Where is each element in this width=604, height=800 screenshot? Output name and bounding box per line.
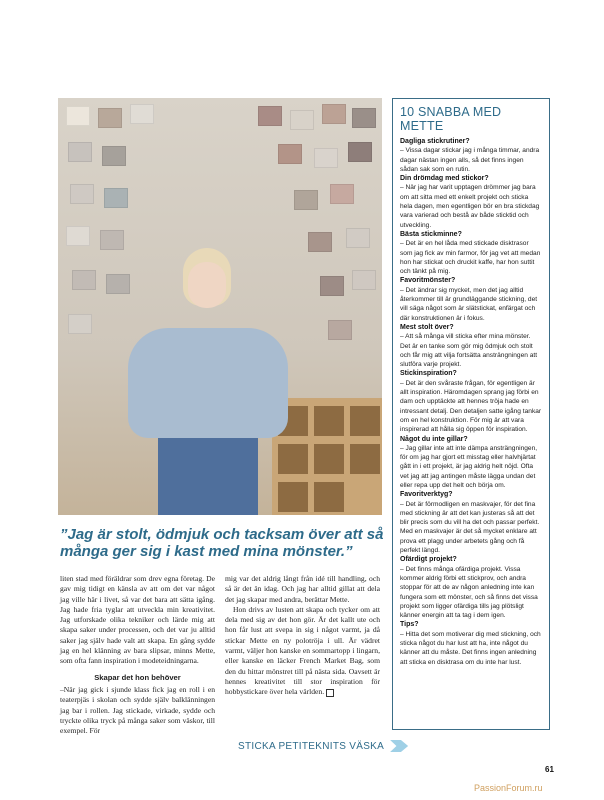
quick-questions-box (392, 98, 550, 730)
article-body (60, 574, 380, 736)
qa-item (400, 137, 542, 174)
question: Stickinspiration? (400, 370, 457, 378)
paragraph (225, 605, 380, 698)
answer: – Det finns många ofärdiga projekt. Vissa kommer aldrig förbi ett stickprov, och andra stoppar för att de av någon anledning inte kan fungera som ett mönster, och så finns det vissa projekt som ligger ofärdiga tills jag plötsligt känner energin att ta tag i dem igen. (400, 565, 538, 620)
paragraph: liten stad med föräldrar som drev egna företag. De gav mig tidigt en känsla av att om det var något jag ville här i livet, så var det bara att sätta igång. Jag hade fria tyglar att utveckla min kreativitet. Jag utforskade olika tekniker och lärde mig att skapa saker under processen, och det var ju alltid saker jag själv hade valt att skapa. En gång sydde jag en hel klänning av bara slipsar, minns Mette, som ofta fann inspiration i modeteidningarna. (60, 574, 215, 666)
page-number: 61 (545, 765, 554, 774)
qa-item (400, 174, 542, 230)
question: Bästa stickminne? (400, 230, 462, 238)
qa-item (400, 620, 542, 666)
pull-quote: ”Jag är stolt, ödmjuk och tacksam över att så många ger sig i kast med mina mönster.” (60, 526, 384, 560)
next-article-teaser[interactable] (238, 740, 408, 752)
answer: – Vissa dagar stickar jag i många timmar, andra dagar nästan ingen alls, så det finns ingen sådan sak som en rutin. (400, 147, 540, 173)
question: Favoritverktyg? (400, 491, 453, 499)
qa-item (400, 369, 542, 434)
hero-photo (58, 98, 382, 515)
paragraph: mig var det aldrig långt från idé till handling, och så är det än idag. Och jag har alltid gillat att dela det jag skapar med andra, berättar Mette. (225, 574, 380, 604)
answer: – Hitta det som motiverar dig med stickning, och sticka något du har lust att ha, inte något du känner att du måste. Det finns ingen anledning att sticka en disktrasa om du inte har lust. (400, 630, 541, 666)
answer: – När jag har varit upptagen drömmer jag bara om att sitta med ett enkelt projekt och sticka hela dagen, men egentligen bör en bra stickdag vara varierad och bestå av både sticktid och utveckling. (400, 184, 540, 229)
qa-item (400, 435, 542, 491)
answer: – Jag gillar inte att inte dämpa ansträngningen, för om jag har gjort ett misstag eller halvhjärtat gått in i ett projekt, är jag aldrig helt nöjd. Ofta vet jag att jag antingen måste lägga undan det eller repa upp det helt och börja om. (400, 444, 538, 489)
qa-item (400, 555, 542, 620)
qa-item (400, 323, 542, 369)
person-figure (128, 248, 288, 515)
answer: – Det är förmodligen en maskvajer, för det fina med stickning är att det kan justeras så att det blir precis som du vill ha det och passar perfekt. Med en maskvajer är det så mycket enklare att prova ett plagg under arbetets gång och få perfekt längd. (400, 500, 540, 555)
answer: – Att så många vill sticka efter mina mönster. Det är en tanke som gör mig ödmjuk och stolt och får mig att vilja fortsätta ansträngningen att slutföra varje projekt. (400, 333, 538, 369)
end-mark-icon (326, 689, 334, 697)
qa-item (400, 276, 542, 322)
question: Din drömdag med stickor? (400, 175, 489, 183)
arrow-right-icon (390, 740, 408, 752)
question: Mest stolt över? (400, 323, 454, 331)
article-column-2 (225, 574, 380, 736)
section-subhead: Skapar det hon behöver (94, 672, 181, 682)
sidebar-title: 10 SNABBA MED METTE (400, 105, 502, 133)
paragraph: –När jag gick i sjunde klass fick jag en roll i en teaterpjäs i skolan och sydde själv balklänningen jag bar i rollen. Jag stickade, virkade, sydde och tryckte olika tryck på många saker som väskor, till exempel. För (60, 684, 215, 736)
qa-item (400, 230, 542, 276)
article-column-1 (60, 574, 215, 736)
question: Något du inte gillar? (400, 435, 468, 443)
teaser-text: STICKA PETITEKNITS VÄSKA (238, 740, 385, 752)
watermark: PassionForum.ru (474, 783, 543, 793)
question: Ofärdigt projekt? (400, 556, 457, 564)
paragraph-text: Hon drivs av lusten att skapa och tycker om att dela med sig av det hon gör. Är det kallt ute och hon får lust att svepa in sig i något varmt, ja då stickar Mette en ny polotröja i ull. Är vädret varmt, väljer hon kanske en sommartopp i lingarn, eller kanske en läcker French Market Bag, som den du hittar mönstret till på nästa sida. Oavsett är hennes kreativitet till stor inspiration för hobbystickare över hela världen. (225, 604, 380, 697)
answer: – Det ändrar sig mycket, men det jag alltid återkommer till är grundläggande stickning, det vill säga något som är slätstickat, enfärgat och där konstruktionen är i fokus. (400, 286, 538, 322)
question: Dagliga stickrutiner? (400, 138, 470, 145)
question: Tips? (400, 621, 419, 629)
bookshelf (272, 398, 382, 515)
answer: – Det är en hel låda med stickade disktrasor som jag fick av min farmor, för jag vet att medan hon har stickat och druckit kaffe, har hon suttit och tänkt på mig. (400, 240, 541, 276)
question: Favoritmönster? (400, 277, 456, 285)
answer: – Det är den svåraste frågan, för egentligen är allt inspiration. Häromdagen sprang jag förbi en dam och upptäckte att hennes tröja hade en intressant detalj. Den detaljen satte igång tankar om en hel konstruktion. För mig är att vara inspirerad att hålla sig öppen för inspiration. (400, 379, 542, 434)
qa-item (400, 490, 542, 555)
